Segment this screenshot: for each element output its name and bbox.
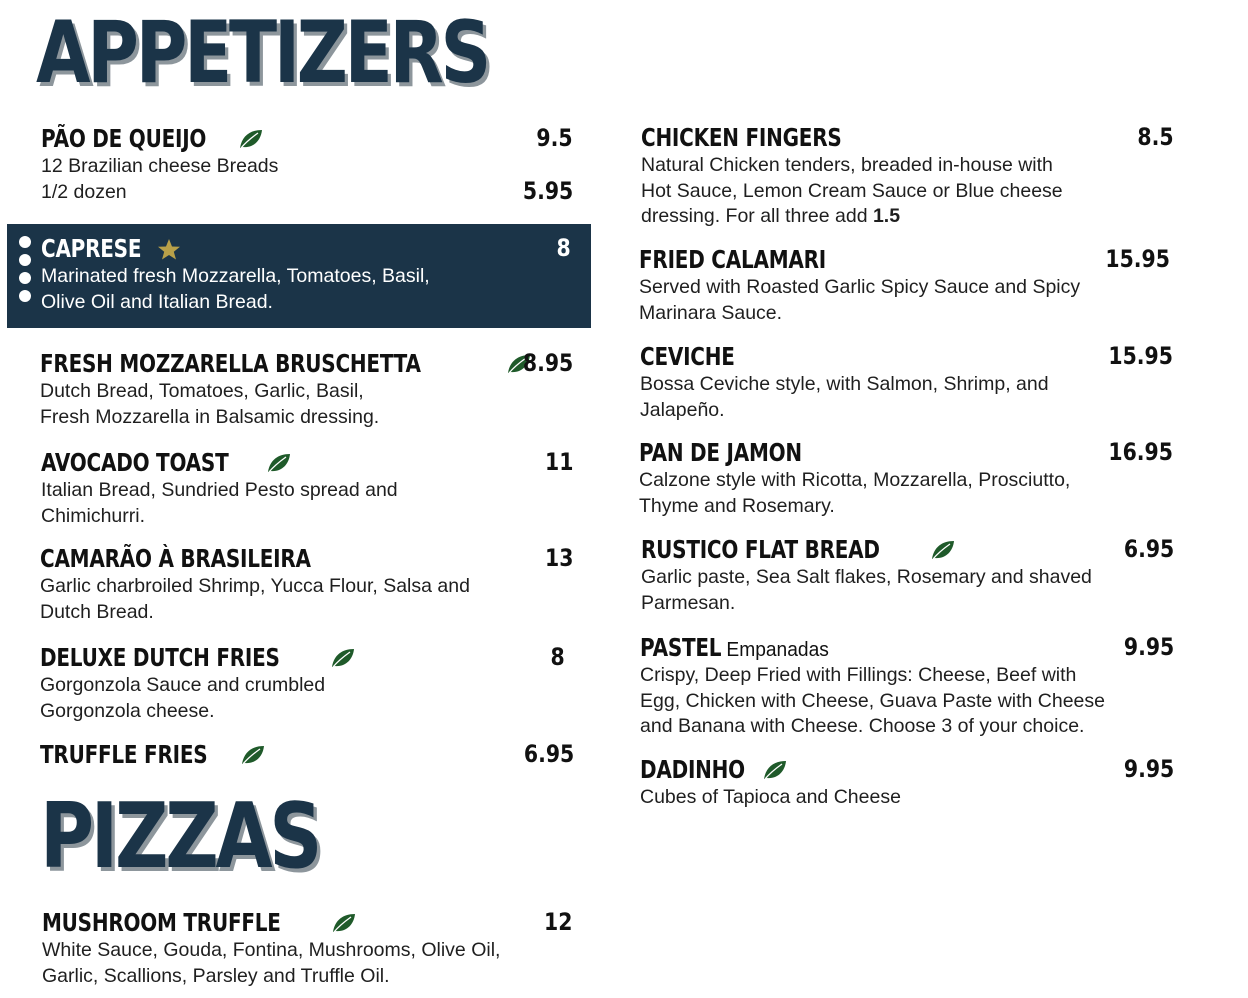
item-price: 8 [556,234,571,262]
leaf-icon [762,759,788,781]
item-price: 8.95 [522,349,573,377]
menu-item-chicken-fingers [641,123,1174,230]
item-name: DADINHO [640,755,745,784]
menu-item-avocado-toast [41,448,573,529]
item-subtitle: Empanadas [726,639,829,661]
menu-item-ceviche [640,342,1173,423]
item-name: CAMARÃO À BRASILEIRA [40,544,311,573]
item-name: PAN DE JAMON [639,438,802,467]
menu-item-pao-de-queijo [41,124,573,205]
leaf-icon [930,539,956,561]
leaf-icon [266,452,292,474]
menu-item-bruschetta [40,349,573,430]
item-price: 15.95 [1108,342,1173,370]
item-description: Gorgonzola Sauce and crumbled [40,674,326,696]
menu-item-mushroom-truffle [42,908,572,989]
leaf-icon [240,744,266,766]
menu-item-caprese [41,234,571,315]
item-name: CHICKEN FINGERS [641,123,842,152]
item-name: CAPRESE [41,234,142,263]
item-description: 12 Brazilian cheese Breads [41,155,279,177]
menu-item-camarao [40,544,573,625]
item-description: Marinara Sauce. [639,301,783,324]
item-description: Thyme and Rosemary. [639,494,835,517]
item-price: 16.95 [1108,438,1173,466]
menu-item-pan-de-jamon [639,438,1173,519]
add-all-price: 1.5 [872,205,901,227]
pizzas-title: PIZZAS [40,784,320,889]
item-description: White Sauce, Gouda, Fontina, Mushrooms, Olive Oil, [42,939,501,961]
item-description: Natural Chicken tenders, breaded in-house with [641,154,1053,176]
item-description: Dutch Bread. [40,600,154,623]
item-description: Garlic, Scallions, Parsley and Truffle Oil. [42,964,390,987]
menu-item-deluxe-dutch-fries [40,643,565,724]
menu-item-pastel [640,633,1174,740]
item-description: Garlic paste, Sea Salt flakes, Rosemary and shaved [641,566,1092,588]
star-icon [157,238,181,260]
item-name: FRESH MOZZARELLA BRUSCHETTA [40,349,421,378]
item-price: 11 [544,448,573,476]
menu-item-dadinho [640,755,1174,811]
item-price: 9.5 [536,124,573,152]
item-description: 1/2 dozen [41,180,127,203]
item-price: 12 [543,908,572,936]
item-price-half: 5.95 [522,177,573,205]
item-description: Crispy, Deep Fried with Fillings: Cheese, Beef with [640,664,1077,686]
item-description: Parmesan. [641,591,736,614]
item-price: 9.95 [1123,633,1174,661]
featured-item-banner [7,224,591,328]
item-description: and Banana with Cheese. Choose 3 of your choice. [640,715,1085,737]
item-description: Gorgonzola cheese. [40,699,215,722]
menu-item-fried-calamari [639,245,1170,326]
item-price: 6.95 [523,740,574,768]
item-name: CEVICHE [640,342,735,371]
item-price: 9.95 [1123,755,1174,783]
item-description: Hot Sauce, Lemon Cream Sauce or Blue cheese [641,179,1063,202]
item-price: 6.95 [1123,535,1174,563]
item-description: Bossa Ceviche style, with Salmon, Shrimp, and [640,373,1049,395]
menu-item-rustico-flat-bread [641,535,1174,616]
appetizers-title: APPETIZERS [36,3,489,103]
item-description: Italian Bread, Sundried Pesto spread and [41,479,398,501]
item-name: AVOCADO TOAST [41,448,229,477]
item-price: 15.95 [1105,245,1170,273]
leaf-icon [331,912,357,934]
item-description: Chimichurri. [41,504,146,527]
item-description: Served with Roasted Garlic Spicy Sauce and Spicy [639,276,1081,298]
item-description: Marinated fresh Mozzarella, Tomatoes, Basil, [41,265,430,287]
item-name: DELUXE DUTCH FRIES [40,643,280,672]
item-name: FRIED CALAMARI [639,245,826,274]
item-name: RUSTICO FLAT BREAD [641,535,880,564]
item-name: PASTEL Empanadas [640,633,829,662]
item-description: Calzone style with Ricotta, Mozzarella, Prosciutto, [639,469,1071,491]
item-description: Egg, Chicken with Cheese, Guava Paste with Cheese [640,689,1106,712]
leaf-icon [238,128,264,150]
item-name: PÃO DE QUEIJO [41,124,207,153]
item-description: dressing. For all three add [641,205,873,227]
item-name: MUSHROOM TRUFFLE [42,908,281,937]
leaf-icon [330,647,356,669]
item-description: Jalapeño. [640,398,725,421]
item-description: Olive Oil and Italian Bread. [41,290,273,313]
item-description: Fresh Mozzarella in Balsamic dressing. [40,405,380,428]
bullet-list-icon [19,236,31,308]
item-name: TRUFFLE FRIES [40,740,208,769]
item-price: 8.5 [1137,123,1174,151]
item-description: Garlic charbroiled Shrimp, Yucca Flour, Salsa and [40,575,470,597]
menu-item-truffle-fries [40,740,574,770]
item-description: Dutch Bread, Tomatoes, Garlic, Basil, [40,380,364,402]
item-price: 13 [544,544,573,572]
item-description: Cubes of Tapioca and Cheese [640,786,901,808]
item-price: 8 [550,643,565,671]
